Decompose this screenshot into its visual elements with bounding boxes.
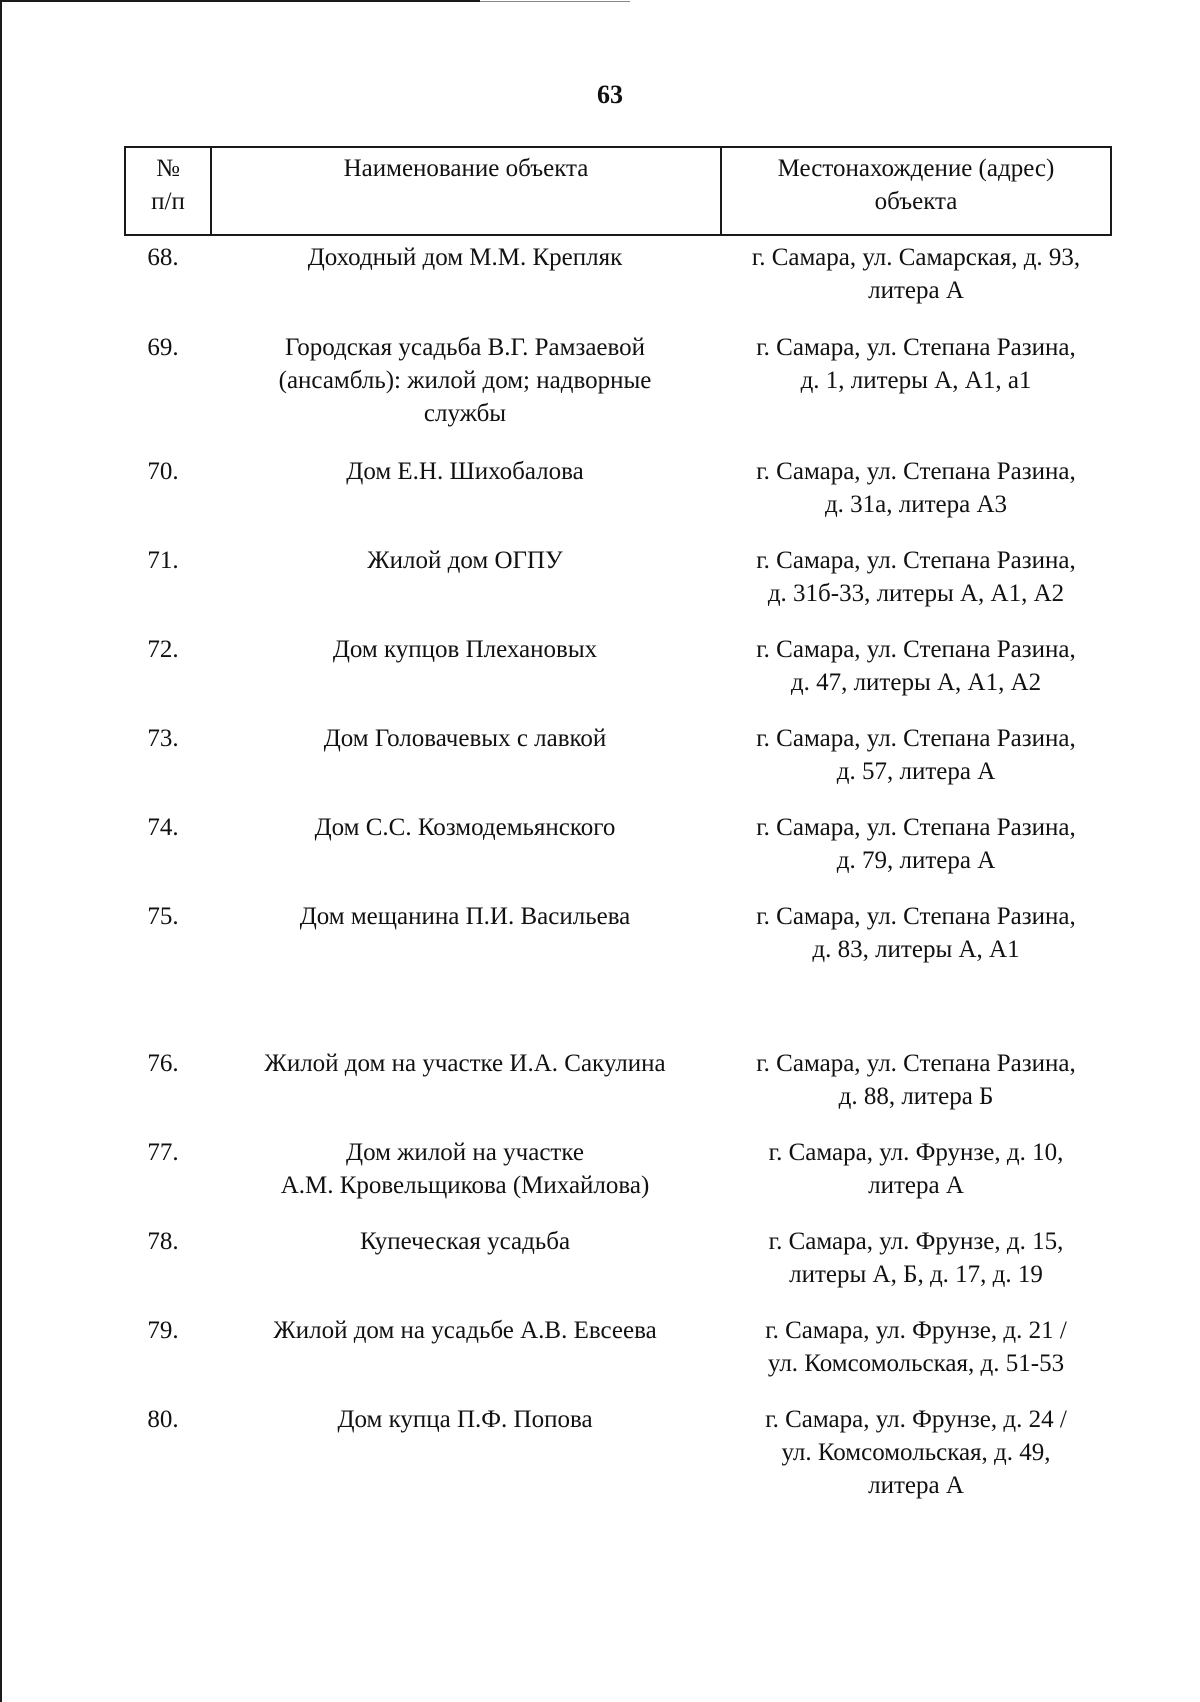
header-number-abbrev: п/п [151,188,185,215]
object-address-line: г. Самара, ул. Степана Разина, [756,1050,1076,1077]
object-address [720,633,1112,699]
table-row [124,900,1112,966]
table-row [124,1225,1112,1291]
object-address [720,241,1112,307]
object-name [210,633,720,699]
table-header [124,146,1112,236]
object-name-line: службы [423,400,507,427]
table-row [124,241,1112,307]
object-name [210,1403,720,1502]
object-address [720,722,1112,788]
row-number: 74. [147,814,179,841]
object-address-line: г. Самара, ул. Степана Разина, [756,725,1076,752]
table-row [124,722,1112,788]
object-address-line: литера А [868,277,964,304]
object-address-line: г. Самара, ул. Степана Разина, [756,547,1076,574]
table-row [124,1136,1112,1202]
object-address-line: д. 88, литера Б [838,1083,994,1110]
page-number: 63 [597,80,623,109]
object-name-line: Городская усадьба В.Г. Рамзаевой [284,334,646,361]
row-number: 70. [147,458,179,485]
object-name-line: Дом купца П.Ф. Попова [337,1406,593,1433]
row-number: 77. [147,1139,179,1166]
object-name-line: Дом мещанина П.И. Васильева [299,903,631,930]
table-row [124,1314,1112,1380]
header-number-symbol: № [156,155,180,182]
object-address-line: г. Самара, ул. Самарская, д. 93, [751,244,1081,271]
header-address-label-line1: Местонахождение (адрес) [777,155,1055,182]
row-number: 71. [147,547,179,574]
object-name-line: Дом С.С. Козмодемьянского [314,814,616,841]
object-address-line: г. Самара, ул. Фрунзе, д. 15, [768,1228,1064,1255]
row-number: 68. [147,244,179,271]
object-address-line: д. 83, литеры А, А1 [812,936,1020,963]
table-row [124,455,1112,521]
object-address-line: г. Самара, ул. Степана Разина, [756,636,1076,663]
header-name-column [212,148,722,234]
object-address-line: г. Самара, ул. Степана Разина, [756,903,1076,930]
object-name [210,1225,720,1291]
header-address-label-line2: объекта [874,188,958,215]
object-address-line: д. 31а, литера А3 [824,491,1008,518]
object-address [720,455,1112,521]
object-name [210,331,720,430]
object-address-line: ул. Комсомольская, д. 51-53 [767,1350,1065,1377]
object-name [210,241,720,307]
object-address-line: д. 1, литеры А, А1, а1 [800,367,1032,394]
object-name-line: Жилой дом ОГПУ [367,547,563,574]
scan-left-edge [0,0,2,1702]
object-address [720,900,1112,966]
row-number: 80. [147,1406,179,1433]
object-address [720,1314,1112,1380]
object-address [720,1225,1112,1291]
row-number: 75. [147,903,179,930]
object-name [210,1047,720,1113]
header-name-label: Наименование объекта [343,155,589,182]
object-name-line: Дом купцов Плехановых [332,636,598,663]
object-name [210,544,720,610]
object-address-line: г. Самара, ул. Степана Разина, [756,458,1076,485]
object-name-line: Купеческая усадьба [359,1228,571,1255]
object-name [210,1136,720,1202]
object-address [720,331,1112,430]
object-name-line: Дом Головачевых с лавкой [323,725,607,752]
object-name-line: Дом Е.Н. Шихобалова [346,458,584,485]
object-address-line: г. Самара, ул. Фрунзе, д. 10, [768,1139,1064,1166]
object-name-line: Дом жилой на участке [346,1139,584,1166]
object-name-line: Жилой дом на участке И.А. Сакулина [264,1050,666,1077]
header-address-column [722,148,1110,234]
table-row [124,633,1112,699]
row-number: 78. [147,1228,179,1255]
object-address-line: литеры А, Б, д. 17, д. 19 [789,1261,1043,1288]
scan-top-edge-faint [480,1,630,2]
row-number: 69. [147,334,179,361]
table-row [124,544,1112,610]
object-address-line: г. Самара, ул. Фрунзе, д. 21 / [765,1317,1067,1344]
object-address-line: д. 47, литеры А, А1, А2 [790,669,1042,696]
table-row [124,331,1112,430]
object-address-line: г. Самара, ул. Степана Разина, [756,334,1076,361]
object-name [210,1314,720,1380]
object-address-line: литера А [868,1172,964,1199]
object-address-line: г. Самара, ул. Степана Разина, [756,814,1076,841]
object-address-line: ул. Комсомольская, д. 49, [781,1439,1051,1466]
row-number: 73. [147,725,179,752]
scan-top-edge [0,0,480,2]
object-address [720,1403,1112,1502]
object-address-line: д. 57, литера А [836,758,996,785]
object-address [720,1136,1112,1202]
object-name-line: Доходный дом М.М. Крепляк [307,244,623,271]
row-number: 72. [147,636,179,663]
object-name [210,722,720,788]
table-row [124,1047,1112,1113]
object-address-line: д. 79, литера А [836,847,996,874]
object-name-line: Жилой дом на усадьбе А.В. Евсеева [273,1317,657,1344]
object-name [210,811,720,877]
object-address-line: г. Самара, ул. Фрунзе, д. 24 / [765,1406,1067,1433]
row-number: 76. [147,1050,179,1077]
row-number: 79. [147,1317,179,1344]
table-row [124,811,1112,877]
object-address-line: д. 31б-33, литеры А, А1, А2 [767,580,1065,607]
object-address [720,544,1112,610]
table-row [124,1403,1112,1502]
object-name-line: А.М. Кровельщикова (Михайлова) [280,1172,650,1199]
object-name [210,900,720,966]
object-address-line: литера А [868,1472,964,1499]
object-address [720,811,1112,877]
object-address [720,1047,1112,1113]
object-name-line: (ансамбль): жилой дом; надворные [278,367,652,394]
object-name [210,455,720,521]
header-number-column [126,148,212,234]
